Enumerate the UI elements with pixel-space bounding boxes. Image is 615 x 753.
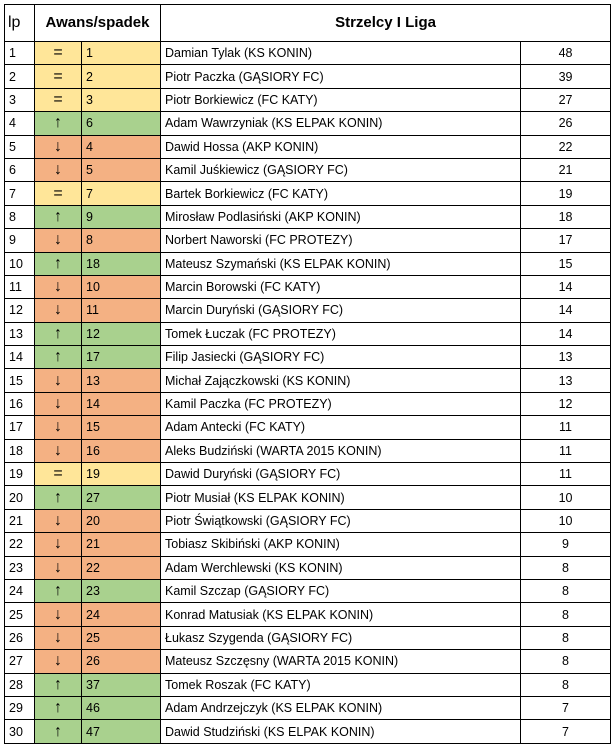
- table-row: [5, 486, 611, 509]
- rank-cell: 15: [5, 369, 35, 392]
- previous-rank-cell: 19: [82, 463, 161, 486]
- trend-cell: [35, 486, 82, 509]
- goals-cell: 39: [521, 65, 611, 88]
- trend-cell: [35, 346, 82, 369]
- player-name-cell: Piotr Musiał (KS ELPAK KONIN): [161, 486, 521, 509]
- table-row: [5, 509, 611, 532]
- rank-cell: 13: [5, 322, 35, 345]
- player-name-cell: Damian Tylak (KS KONIN): [161, 42, 521, 65]
- goals-cell: 13: [521, 346, 611, 369]
- previous-rank-cell: 4: [82, 135, 161, 158]
- arrow-down-icon: ↓: [54, 137, 62, 155]
- goals-cell: 10: [521, 509, 611, 532]
- goals-cell: 48: [521, 42, 611, 65]
- header-change: Awans/spadek: [35, 5, 161, 42]
- arrow-down-icon: ↓: [54, 301, 62, 319]
- rank-cell: 14: [5, 346, 35, 369]
- table-row: [5, 416, 611, 439]
- player-name-cell: Mirosław Podlasiński (AKP KONIN): [161, 205, 521, 228]
- table-row: [5, 720, 611, 743]
- rank-cell: 22: [5, 533, 35, 556]
- arrow-up-icon: ↑: [54, 207, 62, 225]
- previous-rank-cell: 2: [82, 65, 161, 88]
- equals-icon: =: [53, 44, 63, 62]
- goals-cell: 7: [521, 720, 611, 743]
- previous-rank-cell: 11: [82, 299, 161, 322]
- table-row: [5, 696, 611, 719]
- goals-cell: 19: [521, 182, 611, 205]
- trend-cell: [35, 556, 82, 579]
- arrow-up-icon: ↑: [54, 675, 62, 693]
- rank-cell: 27: [5, 650, 35, 673]
- goals-cell: 14: [521, 275, 611, 298]
- arrow-up-icon: ↑: [54, 488, 62, 506]
- previous-rank-cell: 25: [82, 626, 161, 649]
- scorers-table: [4, 4, 611, 744]
- goals-cell: 11: [521, 463, 611, 486]
- goals-cell: 15: [521, 252, 611, 275]
- arrow-down-icon: ↓: [54, 161, 62, 179]
- goals-cell: 22: [521, 135, 611, 158]
- trend-cell: [35, 650, 82, 673]
- previous-rank-cell: 5: [82, 158, 161, 181]
- arrow-down-icon: ↓: [54, 605, 62, 623]
- goals-cell: 8: [521, 579, 611, 602]
- player-name-cell: Piotr Świątkowski (GĄSIORY FC): [161, 509, 521, 532]
- rank-cell: 8: [5, 205, 35, 228]
- trend-cell: [35, 579, 82, 602]
- player-name-cell: Konrad Matusiak (KS ELPAK KONIN): [161, 603, 521, 626]
- trend-cell: [35, 205, 82, 228]
- trend-cell: [35, 182, 82, 205]
- player-name-cell: Tomek Łuczak (FC PROTEZY): [161, 322, 521, 345]
- player-name-cell: Adam Antecki (FC KATY): [161, 416, 521, 439]
- goals-cell: 8: [521, 673, 611, 696]
- rank-cell: 21: [5, 509, 35, 532]
- arrow-up-icon: ↑: [54, 582, 62, 600]
- previous-rank-cell: 8: [82, 229, 161, 252]
- trend-cell: [35, 42, 82, 65]
- table-row: [5, 275, 611, 298]
- trend-cell: [35, 603, 82, 626]
- player-name-cell: Michał Zajączkowski (KS KONIN): [161, 369, 521, 392]
- goals-cell: 10: [521, 486, 611, 509]
- table-row: [5, 650, 611, 673]
- previous-rank-cell: 22: [82, 556, 161, 579]
- rank-cell: 9: [5, 229, 35, 252]
- table-row: [5, 299, 611, 322]
- rank-cell: 4: [5, 112, 35, 135]
- table-row: [5, 346, 611, 369]
- arrow-up-icon: ↑: [54, 324, 62, 342]
- arrow-down-icon: ↓: [54, 558, 62, 576]
- goals-cell: 7: [521, 696, 611, 719]
- arrow-down-icon: ↓: [54, 278, 62, 296]
- goals-cell: 8: [521, 626, 611, 649]
- rank-cell: 18: [5, 439, 35, 462]
- table-row: [5, 533, 611, 556]
- goals-cell: 17: [521, 229, 611, 252]
- rank-cell: 20: [5, 486, 35, 509]
- table-row: [5, 322, 611, 345]
- rank-cell: 28: [5, 673, 35, 696]
- previous-rank-cell: 15: [82, 416, 161, 439]
- player-name-cell: Adam Andrzejczyk (KS ELPAK KONIN): [161, 696, 521, 719]
- previous-rank-cell: 10: [82, 275, 161, 298]
- goals-cell: 13: [521, 369, 611, 392]
- rank-cell: 3: [5, 88, 35, 111]
- arrow-down-icon: ↓: [54, 535, 62, 553]
- previous-rank-cell: 27: [82, 486, 161, 509]
- player-name-cell: Dawid Hossa (AKP KONIN): [161, 135, 521, 158]
- previous-rank-cell: 26: [82, 650, 161, 673]
- previous-rank-cell: 3: [82, 88, 161, 111]
- table-row: [5, 112, 611, 135]
- player-name-cell: Dawid Duryński (GĄSIORY FC): [161, 463, 521, 486]
- rank-cell: 7: [5, 182, 35, 205]
- trend-cell: [35, 135, 82, 158]
- previous-rank-cell: 17: [82, 346, 161, 369]
- arrow-up-icon: ↑: [54, 114, 62, 132]
- trend-cell: [35, 463, 82, 486]
- trend-cell: [35, 720, 82, 743]
- trend-cell: [35, 392, 82, 415]
- previous-rank-cell: 46: [82, 696, 161, 719]
- goals-cell: 18: [521, 205, 611, 228]
- table-row: [5, 158, 611, 181]
- player-name-cell: Tobiasz Skibiński (AKP KONIN): [161, 533, 521, 556]
- player-name-cell: Adam Wawrzyniak (KS ELPAK KONIN): [161, 112, 521, 135]
- arrow-up-icon: ↑: [54, 699, 62, 717]
- trend-cell: [35, 65, 82, 88]
- table-row: [5, 135, 611, 158]
- previous-rank-cell: 12: [82, 322, 161, 345]
- rank-cell: 30: [5, 720, 35, 743]
- trend-cell: [35, 439, 82, 462]
- player-name-cell: Aleks Budziński (WARTA 2015 KONIN): [161, 439, 521, 462]
- scorers-table-container: [4, 4, 611, 744]
- header-lp: lp: [5, 5, 35, 42]
- trend-cell: [35, 673, 82, 696]
- goals-cell: 11: [521, 416, 611, 439]
- rank-cell: 6: [5, 158, 35, 181]
- table-body: [5, 42, 611, 744]
- goals-cell: 12: [521, 392, 611, 415]
- player-name-cell: Kamil Juśkiewicz (GĄSIORY FC): [161, 158, 521, 181]
- previous-rank-cell: 1: [82, 42, 161, 65]
- arrow-up-icon: ↑: [54, 722, 62, 740]
- table-row: [5, 229, 611, 252]
- trend-cell: [35, 626, 82, 649]
- trend-cell: [35, 533, 82, 556]
- table-row: [5, 439, 611, 462]
- previous-rank-cell: 20: [82, 509, 161, 532]
- table-row: [5, 65, 611, 88]
- equals-icon: =: [53, 465, 63, 483]
- goals-cell: 27: [521, 88, 611, 111]
- table-row: [5, 182, 611, 205]
- rank-cell: 5: [5, 135, 35, 158]
- arrow-down-icon: ↓: [54, 395, 62, 413]
- table-row: [5, 579, 611, 602]
- player-name-cell: Kamil Szczap (GĄSIORY FC): [161, 579, 521, 602]
- equals-icon: =: [53, 184, 63, 202]
- player-name-cell: Mateusz Szymański (KS ELPAK KONIN): [161, 252, 521, 275]
- trend-cell: [35, 509, 82, 532]
- goals-cell: 11: [521, 439, 611, 462]
- rank-cell: 11: [5, 275, 35, 298]
- player-name-cell: Piotr Borkiewicz (FC KATY): [161, 88, 521, 111]
- arrow-down-icon: ↓: [54, 652, 62, 670]
- previous-rank-cell: 6: [82, 112, 161, 135]
- previous-rank-cell: 9: [82, 205, 161, 228]
- rank-cell: 26: [5, 626, 35, 649]
- trend-cell: [35, 299, 82, 322]
- goals-cell: 26: [521, 112, 611, 135]
- player-name-cell: Dawid Studziński (KS ELPAK KONIN): [161, 720, 521, 743]
- goals-cell: 21: [521, 158, 611, 181]
- rank-cell: 10: [5, 252, 35, 275]
- previous-rank-cell: 13: [82, 369, 161, 392]
- arrow-down-icon: ↓: [54, 418, 62, 436]
- trend-cell: [35, 112, 82, 135]
- table-row: [5, 626, 611, 649]
- previous-rank-cell: 16: [82, 439, 161, 462]
- trend-cell: [35, 158, 82, 181]
- previous-rank-cell: 21: [82, 533, 161, 556]
- rank-cell: 2: [5, 65, 35, 88]
- trend-cell: [35, 252, 82, 275]
- table-row: [5, 42, 611, 65]
- trend-cell: [35, 416, 82, 439]
- rank-cell: 17: [5, 416, 35, 439]
- rank-cell: 29: [5, 696, 35, 719]
- table-row: [5, 369, 611, 392]
- header-title: Strzelcy I Liga: [161, 5, 611, 42]
- arrow-up-icon: ↑: [54, 254, 62, 272]
- player-name-cell: Łukasz Szygenda (GĄSIORY FC): [161, 626, 521, 649]
- rank-cell: 1: [5, 42, 35, 65]
- table-row: [5, 392, 611, 415]
- player-name-cell: Mateusz Szczęsny (WARTA 2015 KONIN): [161, 650, 521, 673]
- player-name-cell: Marcin Borowski (FC KATY): [161, 275, 521, 298]
- arrow-down-icon: ↓: [54, 231, 62, 249]
- trend-cell: [35, 322, 82, 345]
- table-row: [5, 252, 611, 275]
- table-row: [5, 556, 611, 579]
- previous-rank-cell: 7: [82, 182, 161, 205]
- goals-cell: 8: [521, 556, 611, 579]
- player-name-cell: Norbert Naworski (FC PROTEZY): [161, 229, 521, 252]
- goals-cell: 14: [521, 322, 611, 345]
- player-name-cell: Kamil Paczka (FC PROTEZY): [161, 392, 521, 415]
- trend-cell: [35, 88, 82, 111]
- previous-rank-cell: 37: [82, 673, 161, 696]
- player-name-cell: Piotr Paczka (GĄSIORY FC): [161, 65, 521, 88]
- arrow-down-icon: ↓: [54, 441, 62, 459]
- goals-cell: 8: [521, 603, 611, 626]
- rank-cell: 19: [5, 463, 35, 486]
- player-name-cell: Bartek Borkiewicz (FC KATY): [161, 182, 521, 205]
- table-row: [5, 673, 611, 696]
- table-row: [5, 205, 611, 228]
- rank-cell: 24: [5, 579, 35, 602]
- arrow-up-icon: ↑: [54, 348, 62, 366]
- trend-cell: [35, 696, 82, 719]
- goals-cell: 9: [521, 533, 611, 556]
- player-name-cell: Marcin Duryński (GĄSIORY FC): [161, 299, 521, 322]
- previous-rank-cell: 18: [82, 252, 161, 275]
- player-name-cell: Filip Jasiecki (GĄSIORY FC): [161, 346, 521, 369]
- arrow-down-icon: ↓: [54, 628, 62, 646]
- player-name-cell: Tomek Roszak (FC KATY): [161, 673, 521, 696]
- rank-cell: 23: [5, 556, 35, 579]
- player-name-cell: Adam Werchlewski (KS KONIN): [161, 556, 521, 579]
- equals-icon: =: [53, 90, 63, 108]
- trend-cell: [35, 275, 82, 298]
- arrow-down-icon: ↓: [54, 371, 62, 389]
- rank-cell: 25: [5, 603, 35, 626]
- trend-cell: [35, 369, 82, 392]
- goals-cell: 8: [521, 650, 611, 673]
- rank-cell: 12: [5, 299, 35, 322]
- previous-rank-cell: 14: [82, 392, 161, 415]
- table-row: [5, 88, 611, 111]
- arrow-down-icon: ↓: [54, 512, 62, 529]
- rank-cell: 16: [5, 392, 35, 415]
- previous-rank-cell: 23: [82, 579, 161, 602]
- previous-rank-cell: 24: [82, 603, 161, 626]
- previous-rank-cell: 47: [82, 720, 161, 743]
- equals-icon: =: [53, 67, 63, 85]
- table-row: [5, 603, 611, 626]
- table-row: [5, 463, 611, 486]
- trend-cell: [35, 229, 82, 252]
- header-row: [5, 5, 611, 42]
- goals-cell: 14: [521, 299, 611, 322]
